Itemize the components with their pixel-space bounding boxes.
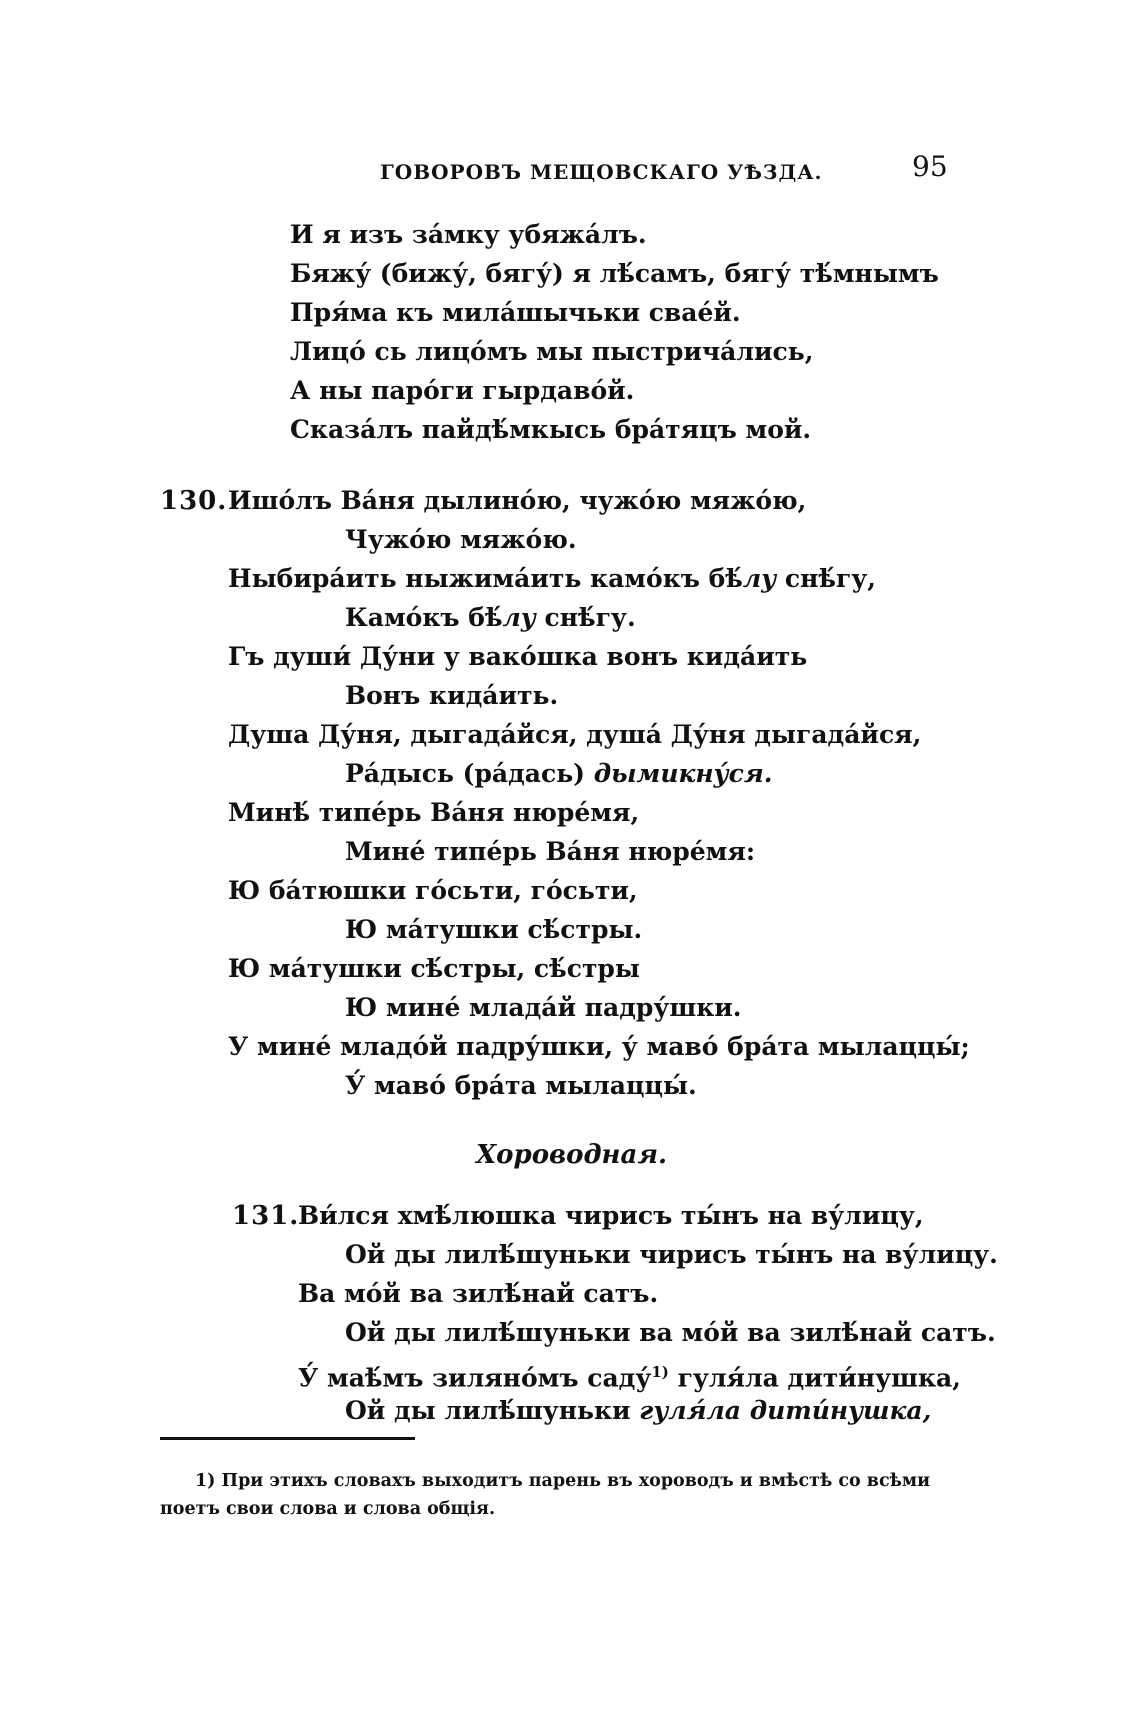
verse-line: Ой ды лилѣ́шуньки ва мóй ва зилѣ́най сатъ. — [345, 1318, 996, 1347]
verse-line: И я изъ за́мку убяжа́лъ. — [290, 220, 647, 249]
verse-line: Ю минé млада́й падру́шки. — [345, 993, 742, 1022]
verse-line: У минé младóй падру́шки, у́ мавó бра́та мылаццы́; — [228, 1032, 970, 1061]
verse-line: Сказа́лъ пайдѣ́мкысь бра́тяцъ мой. — [290, 415, 812, 444]
verse-line: Ви́лся хмѣ́люшка чирисъ ты́нъ на ву́лицу, — [298, 1201, 924, 1230]
verse-line: Ва мóй ва зилѣ́най сатъ. — [298, 1279, 659, 1308]
verse-line: Ю ма́тушки сѣ́стры, сѣ́стры — [228, 954, 640, 983]
footnote-ref: 1) — [651, 1363, 669, 1381]
verse-line: Камóкъ бѣ́лу снѣ́гу. — [345, 603, 636, 632]
song-number-130: 130. — [160, 486, 228, 516]
verse-line: Минé типéрь Ва́ня нюрéмя: — [345, 837, 756, 866]
footnote-rule — [160, 1437, 415, 1440]
verse-line: Душа Ду́ня, дыгада́йся, душа́ Ду́ня дыгада́йся, — [228, 720, 922, 749]
verse-line: Ныбира́ить ныжима́ить камóкъ бѣ́лу снѣ́гу, — [228, 564, 877, 593]
verse-line: Лицó сь лицóмъ мы пыстричáлись, — [290, 337, 814, 366]
verse-line: Минѣ́ типéрь Ва́ня нюрéмя, — [228, 798, 640, 827]
verse-line: Ю ма́тушки сѣ́стры. — [345, 915, 643, 944]
verse-line: Ой ды лилѣ́шуньки чирисъ ты́нъ на ву́лицу. — [345, 1240, 998, 1269]
verse-line: Ю ба́тюшки гóсьти, гóсьти, — [228, 876, 638, 905]
verse-line: Бяжу́ (бижу́, бягу́) я лѣ́самъ, бягу́ тѣ́мнымъ — [290, 259, 939, 288]
running-title: ГОВОРОВЪ МЕЩОВСКАГО УѢЗДА. — [380, 160, 823, 184]
verse-line: Вонъ кида́ить. — [345, 681, 559, 710]
verse-line: А ны парóги гырдавóй. — [290, 376, 635, 405]
verse-line: Ра́дысь (ра́дась) дымикну́ся. — [345, 759, 773, 788]
verse-line: Ой ды лилѣ́шуньки гуля́ла дити́нушка, — [345, 1396, 932, 1425]
song-number-131: 131. — [232, 1201, 300, 1231]
verse-line: Ишóлъ Ва́ня дылинóю, чужóю мяжóю, — [228, 486, 807, 515]
verse-line: Гъ души́ Ду́ни у вакóшка вонъ кида́ить — [228, 642, 808, 671]
verse-line: Чужóю мяжóю. — [345, 525, 577, 554]
verse-line: У́ маѣ́мъ зилянóмъ саду́$^{1)}$ гуля́ла дити́нушка, — [298, 1363, 961, 1393]
verse-line: Пря́ма къ мила́шычьки сваéй. — [290, 298, 741, 327]
footnote-line: 1) При этихъ словахъ выходитъ парень въ хороводъ и вмѣстѣ со всѣми — [195, 1471, 931, 1491]
verse-line: У́ мавó бра́та мылаццы́. — [345, 1071, 697, 1100]
section-heading: Хороводная. — [476, 1140, 668, 1170]
page-number: 95 — [912, 150, 948, 183]
footnote-line: поетъ свои слова и слова общія. — [160, 1499, 496, 1519]
